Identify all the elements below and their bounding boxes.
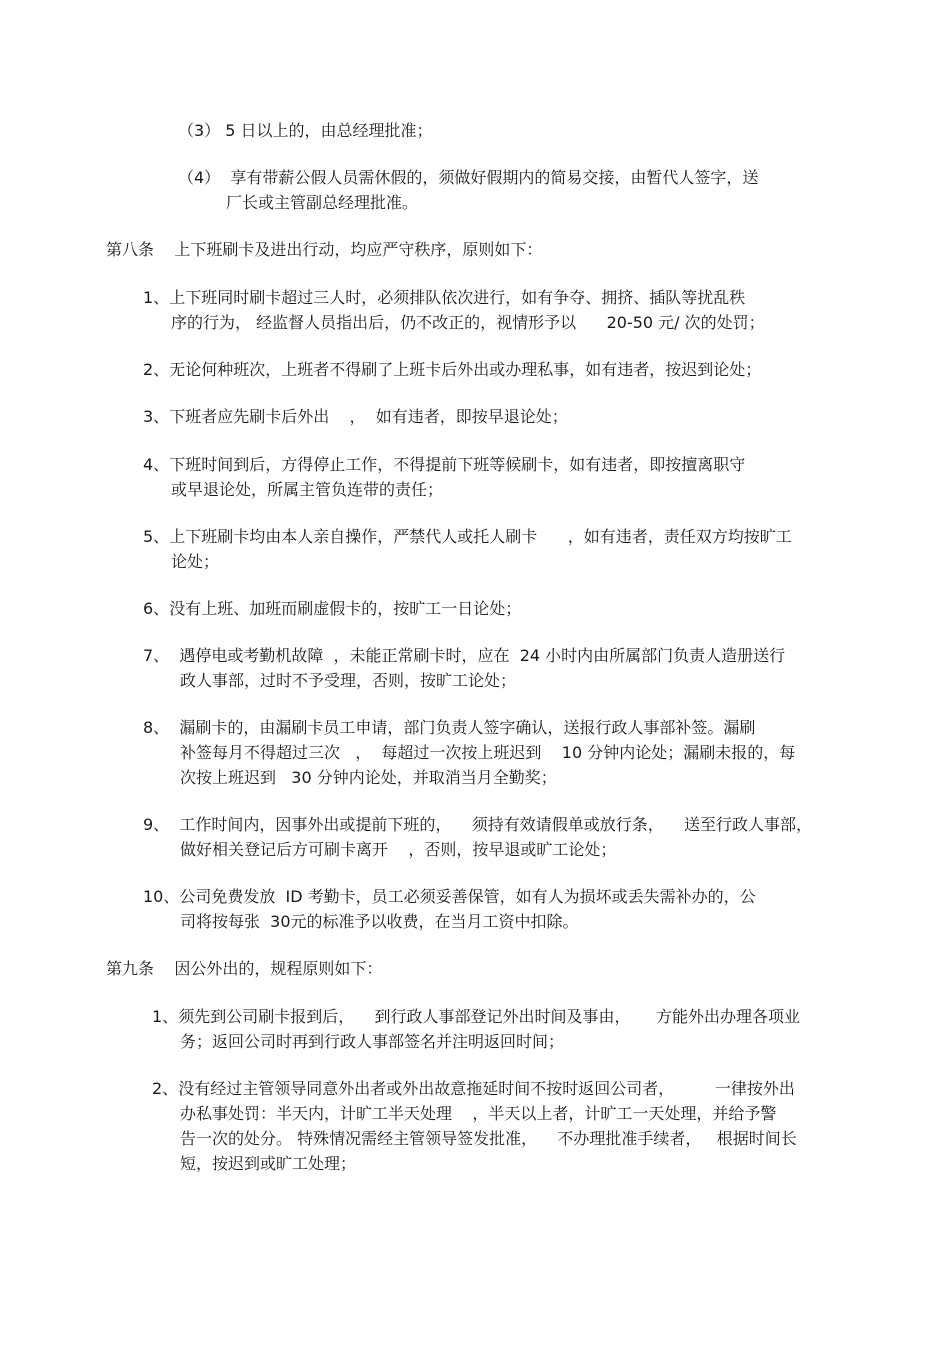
item-number: （4） xyxy=(178,168,221,187)
article8-item-7-cont: 政人事部，过时不予受理，否则，按旷工论处； xyxy=(180,671,517,690)
article9-item-2-cont-2: 告一次的处分。 特殊情况需经主管领导签发批准， 不办理批准手续者， 根据时间长 xyxy=(180,1129,797,1148)
article7-item-4-cont: 厂长或主管副总经理批准。 xyxy=(226,193,419,212)
item-number: 1、 xyxy=(152,1007,179,1026)
item-number: （3） xyxy=(178,121,221,140)
item-text: 下班者应先刷卡后外出 ， 如有违者，即按早退论处； xyxy=(169,407,568,426)
article9-item-2-cont-3: 短，按迟到或旷工处理； xyxy=(180,1154,357,1173)
item-text: 没有经过主管领导同意外出者或外出故意拖延时间不按时返回公司者， 一律按外出 xyxy=(178,1079,795,1098)
article8-item-4-cont: 或早退论处，所属主管负连带的责任； xyxy=(171,480,444,499)
article8-item-10-cont: 司将按每张 30元的标准予以收费，在当月工资中扣除。 xyxy=(180,912,579,931)
article8-heading xyxy=(106,238,542,262)
item-number: 4、 xyxy=(143,455,170,474)
article8-item-8-cont-2: 次按上班迟到 30 分钟内论处，并取消当月全勤奖； xyxy=(180,768,557,787)
item-number: 2、 xyxy=(143,360,170,379)
article8-item-9-cont: 做好相关登记后方可刷卡离开 ，否则，按早退或旷工论处； xyxy=(180,840,617,859)
item-text: 遇停电或考勤机故障 ，未能正常刷卡时，应在 24 小时内由所属部门负责人造册送行 xyxy=(179,646,786,665)
item-text: 5 日以上的，由总经理批准； xyxy=(225,121,433,140)
article-text: 因公外出的，规程原则如下： xyxy=(174,959,383,978)
article8-item-1-cont: 序的行为， 经监督人员指出后，仍不改正的，视情形予以 20-50 元/ 次的处罚； xyxy=(171,313,765,332)
item-text: 公司免费发放 ID 考勤卡，员工必须妥善保管，如有人为损坏或丢失需补办的，公 xyxy=(179,887,756,906)
article8-item-7 xyxy=(143,644,785,668)
article8-item-1 xyxy=(143,286,745,310)
item-text: 工作时间内，因事外出或提前下班的， 须持有效请假单或放行条， 送至行政人事部， xyxy=(179,815,813,834)
article8-item-10 xyxy=(143,885,756,909)
item-text: 下班时间到后，方得停止工作，不得提前下班等候刷卡，如有违者，即按擅离职守 xyxy=(169,455,746,474)
article7-item-4 xyxy=(178,166,758,190)
item-number: 2、 xyxy=(152,1079,179,1098)
article8-item-2 xyxy=(143,358,761,382)
item-text: 无论何种班次，上班者不得刷了上班卡后外出或办理私事，如有违者，按迟到论处； xyxy=(169,360,762,379)
item-text: 漏刷卡的，由漏刷卡员工申请，部门负责人签字确认，送报行政人事部补签。漏刷 xyxy=(179,718,756,737)
article9-heading xyxy=(106,957,382,981)
article9-item-1-cont: 务；返回公司时再到行政人事部签名并注明返回时间； xyxy=(180,1032,565,1051)
item-number: 1、 xyxy=(143,288,170,307)
item-number: 5、 xyxy=(143,527,170,546)
item-number: 9、 xyxy=(143,815,170,834)
article8-item-6 xyxy=(143,597,521,621)
item-text: 须先到公司刷卡报到后， 到行政人事部登记外出时间及事由， 方能外出办理各项业 xyxy=(178,1007,800,1026)
article8-item-4 xyxy=(143,453,745,477)
article-label: 第九条 xyxy=(106,959,155,978)
item-number: 3、 xyxy=(143,407,170,426)
article8-item-5 xyxy=(143,525,792,549)
article9-item-1 xyxy=(152,1005,800,1029)
item-number: 10、 xyxy=(143,887,180,906)
item-text: 没有上班、加班而刷虚假卡的，按旷工一日论处； xyxy=(169,599,522,618)
item-text: 上下班同时刷卡超过三人时，必须排队依次进行，如有争夺、拥挤、插队等扰乱秩 xyxy=(169,288,746,307)
article-label: 第八条 xyxy=(106,240,155,259)
item-number: 6、 xyxy=(143,599,170,618)
article9-item-2 xyxy=(152,1077,795,1101)
item-number: 8、 xyxy=(143,718,170,737)
article8-item-8-cont-1: 补签每月不得超过三次 ， 每超过一次按上班迟到 10 分钟内论处；漏刷未报的，每 xyxy=(180,743,796,762)
article7-item-3 xyxy=(178,119,433,143)
article9-item-2-cont-1: 办私事处罚：半天内，计旷工半天处理 ，半天以上者，计旷工一天处理，并给予警 xyxy=(180,1104,777,1123)
article-text: 上下班刷卡及进出行动，均应严守秩序，原则如下： xyxy=(174,240,543,259)
article8-item-9 xyxy=(143,813,812,837)
item-number: 7、 xyxy=(143,646,170,665)
article8-item-8 xyxy=(143,716,755,740)
article8-item-5-cont: 论处； xyxy=(171,552,220,571)
item-text: 享有带薪公假人员需休假的，须做好假期内的简易交接，由暂代人签字，送 xyxy=(230,168,759,187)
article8-item-3 xyxy=(143,405,568,429)
item-text: 上下班刷卡均由本人亲自操作，严禁代人或托人刷卡 ，如有违者，责任双方均按旷工 xyxy=(169,527,792,546)
